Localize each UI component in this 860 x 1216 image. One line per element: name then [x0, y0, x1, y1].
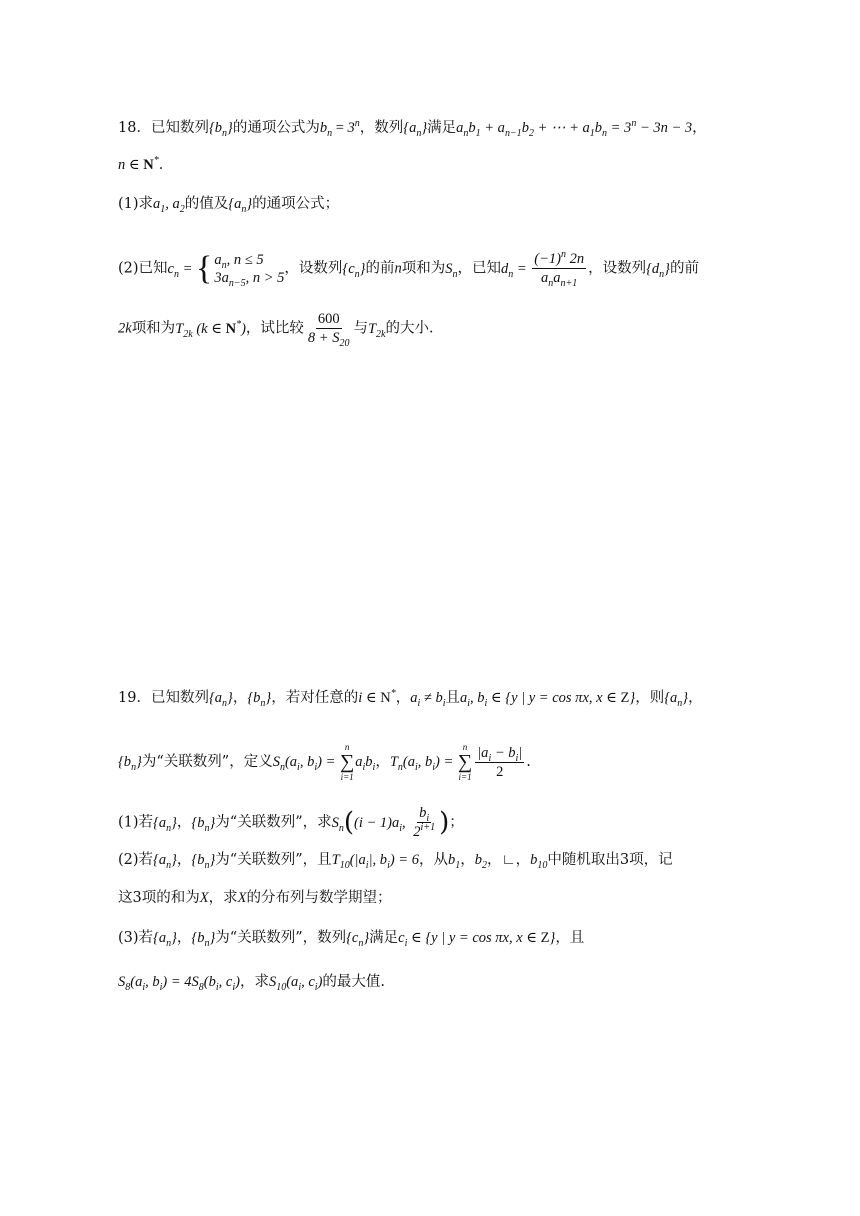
- q19-part-3: (3)若$\{a_n\}$，$\{b_n\}$为“关联数列”，数列$\{c_n\}$满足$c_i$ ∈ {y | y = cos πx, x ∈ Z}，且: [118, 930, 585, 949]
- q18-part-2: (2)已知$c_n$ = { $a_n$, n ≤ 5 $3a_{n-5}$, n > 5 ，设数列$\{c_n\}$的前n项和为$S_n$，已知$d_n$ = $\frac{(-1)^n 2n}{a_na_{n+1}}$ ，设数列$\{d_n\}$的前: [118, 249, 699, 289]
- q19-part-3-line-2: $S_8(a_i$, $b_i) = 4S_8(b_i$, $c_i$)，求$S_{10}(a_i$, $c_i$)的最大值.: [118, 974, 386, 993]
- q18-line-2: n ∈ N*．: [118, 155, 174, 173]
- q19-part-2-line-2: 这3项的和为X，求X的分布列与数学期望；: [118, 890, 392, 906]
- q19-part-2: (2)若$\{a_n\}$，$\{b_n\}$为“关联数列”，且$T_{10}(|a_i|$, $b_i) = 6$，从$b_1$，$b_2$，∟，$b_{10}$中随机取出3项，记: [118, 852, 673, 871]
- q18-line-1: 18．已知数列$\{b_n\}$的通项公式为$b_n = 3^n$，数列$\{a_n\}$满足$a_nb_1 + a_{n-1}b_2$ + ⋯ + $a_1b_n = 3^n - 3n - 3$，: [118, 118, 707, 139]
- q19-line-1: 19．已知数列$\{a_n\}$，$\{b_n\}$，若对任意的i ∈ N*，$a_i \ne b_i$且$a_i$, $b_i$ ∈ {y | y = cos πx, x ∈ Z}，则$\{a_n\}$，: [118, 688, 703, 709]
- q18-number: 18．: [118, 120, 151, 136]
- q19-part-1: (1)若$\{a_n\}$，$\{b_n\}$为“关联数列”，求$S_n((i - 1)a_i$, $\frac{b_i}{2^{i+1}}$ )；: [118, 805, 464, 840]
- q18-part-1: (1)求$a_1$, $a_2$的值及$\{a_n\}$的通项公式；: [118, 196, 340, 215]
- q19-line-2: $\{b_n\}$为“关联数列”，定义$S_n(a_i$, $b_i$) = n ∑ i=1 $a_ib_i$，$T_n(a_i$, $b_i$) = n ∑ i=1 $\frac{|a_i - b_i|}{2}$ .: [118, 742, 531, 782]
- q19-number: 19．: [118, 690, 151, 706]
- q18-part-2-line-2: 2k项和为$T_{2k}$ (k ∈ N*)，试比较 $\frac{600}{8 + S_{20}}$ 与$T_{2k}$的大小．: [118, 311, 444, 349]
